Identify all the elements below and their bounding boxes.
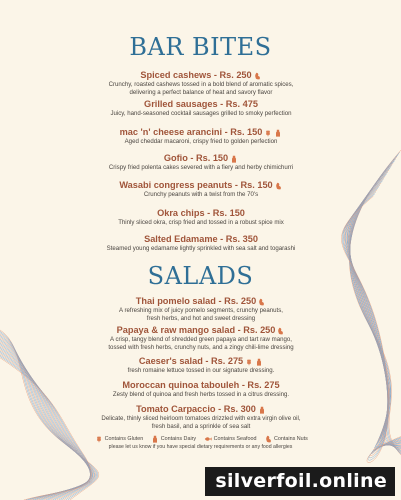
nut-icon: [277, 327, 285, 335]
item-name-text: Thai pomelo salad - Rs. 250: [135, 296, 257, 306]
item-description: fresh basil, and a sprinkle of sea salt: [151, 423, 251, 431]
bar-bites-item: [70, 234, 332, 253]
bar-bites-item: [70, 127, 332, 146]
wave-line: [347, 181, 401, 448]
wave-line: [344, 190, 401, 456]
item-name-text: Spiced cashews - Rs. 250: [140, 70, 252, 80]
legend-label: Contains Dairy: [159, 436, 197, 443]
item-name: [70, 380, 332, 391]
legend-entry: [93, 436, 143, 442]
item-description: Delicate, thinly sliced heirloom tomatoes drizzled with extra virgin olive oil,: [101, 415, 301, 422]
nut-icon: [265, 435, 273, 443]
item-name: [70, 296, 332, 307]
item-description: Aged cheddar macaroni, crispy fried to golden perfection: [124, 138, 278, 145]
item-name: [70, 153, 332, 164]
bar-bites-item: [70, 153, 332, 172]
salads-item: [70, 296, 332, 323]
gluten-icon: [95, 435, 103, 443]
legend-label: Contains Nuts: [272, 436, 308, 443]
item-description: tossed with fresh herbs, crunchy nuts, and a zingy chili-lime dressing: [108, 344, 294, 352]
wave-line: [350, 161, 401, 451]
section-title-salads: SALADS: [147, 262, 254, 290]
dairy-icon: [255, 358, 263, 366]
item-name: [70, 99, 332, 110]
section-title-bar-bites: BAR BITES: [129, 33, 272, 61]
wave-line: [343, 192, 401, 458]
item-name-text: Moroccan quinoa tabouleh - Rs. 275: [122, 380, 280, 390]
legend-label: Contains Gluten: [103, 436, 144, 443]
item-description: Juicy, hand-seasoned cocktail sausages grilled to smoky perfection: [110, 110, 292, 117]
bar-bites-item: [70, 99, 332, 118]
salads-item: [70, 404, 332, 431]
wave-line: [349, 174, 401, 445]
seafood-icon: [204, 435, 212, 443]
wave-line: [350, 157, 401, 453]
item-name-text: Grilled sausages - Rs. 475: [144, 99, 258, 109]
watermark: silverfoil.online: [205, 467, 395, 496]
item-description: A refreshing mix of juicy pomelo segments, crunchy peanuts,: [119, 307, 283, 314]
wave-line: [342, 194, 401, 460]
salads-item: [70, 356, 332, 375]
wave-line: [350, 165, 401, 448]
wave-line: [350, 159, 401, 452]
legend-label: Contains Seafood: [212, 436, 257, 443]
item-name-text: Papaya & raw mango salad - Rs. 250: [116, 325, 276, 335]
item-name: [70, 127, 332, 138]
wave-line: [348, 179, 401, 447]
item-description: fresh herbs, and hot and sweet dressing: [146, 315, 256, 323]
item-name: [70, 180, 332, 191]
dairy-icon: [230, 155, 238, 163]
wave-line: [345, 187, 401, 453]
wave-line: [350, 152, 401, 454]
item-name: [70, 325, 332, 336]
wave-line: [341, 196, 401, 462]
wave-line: [349, 170, 401, 447]
legend-entry: [202, 436, 256, 442]
item-name-text: Tomato Carpaccio - Rs. 300: [136, 404, 256, 414]
salads-item: [70, 325, 332, 352]
nut-icon: [258, 298, 266, 306]
legend-entry: [263, 436, 308, 442]
item-description: Zesty blend of quinoa and fresh herbs tossed in a citrus dressing.: [112, 391, 290, 398]
wave-line: [346, 185, 401, 451]
wave-line: [346, 183, 401, 450]
item-description: A crisp, tangy blend of shredded green papaya and tart raw mango,: [110, 336, 292, 343]
item-name-text: Okra chips - Rs. 150: [157, 208, 245, 218]
wave-line: [348, 176, 401, 445]
item-name-text: Gofio - Rs. 150: [163, 153, 229, 163]
dairy-icon: [274, 129, 282, 137]
item-name: [70, 356, 332, 367]
gluten-icon: [245, 358, 253, 366]
item-name-text: Wasabi congress peanuts - Rs. 150: [119, 180, 273, 190]
nut-icon: [275, 182, 283, 190]
gluten-icon: [264, 129, 272, 137]
legend-entry: [149, 436, 196, 442]
item-name: [70, 404, 332, 415]
wave-line: [350, 168, 401, 448]
dairy-icon: [258, 406, 266, 414]
item-name: [70, 234, 332, 245]
item-name-text: Salted Edamame - Rs. 350: [144, 234, 258, 244]
salads-item: [70, 380, 332, 399]
bar-bites-item: [70, 180, 332, 199]
bar-bites-item: [70, 70, 332, 97]
nut-icon: [254, 72, 262, 80]
bar-bites-item: [70, 208, 332, 227]
item-description: Steamed young edamame lightly sprinkled with sea salt and togarashi: [106, 245, 296, 252]
wave-line: [349, 172, 401, 446]
wave-line: [350, 163, 401, 450]
item-name-text: mac 'n' cheese arancini - Rs. 150: [119, 127, 263, 137]
item-description: Crunchy, roasted cashews tossed in a bold blend of aromatic spices,: [108, 81, 294, 88]
wave-line: [350, 154, 401, 453]
item-description: delivering a perfect balance of heat and savory flavor: [129, 89, 273, 97]
item-description: fresh romaine lettuce tossed in our signature dressing.: [127, 367, 275, 374]
wave-line: [349, 150, 401, 455]
item-description: Crispy fried polenta cakes severed with a fiery and herby chimichurri: [108, 164, 294, 171]
allergen-legend: [0, 435, 401, 443]
item-name: [70, 208, 332, 219]
allergy-note: please let us know if you have special dietary requirements or any food allergies: [108, 444, 293, 450]
item-description: Thinly sliced okra, crisp fried and tossed in a robust spice mix: [118, 219, 284, 226]
item-name-text: Caeser's salad - Rs. 275: [138, 356, 244, 366]
item-name: [70, 70, 332, 81]
item-description: Crunchy peanuts with a twist from the 70's: [143, 191, 259, 198]
